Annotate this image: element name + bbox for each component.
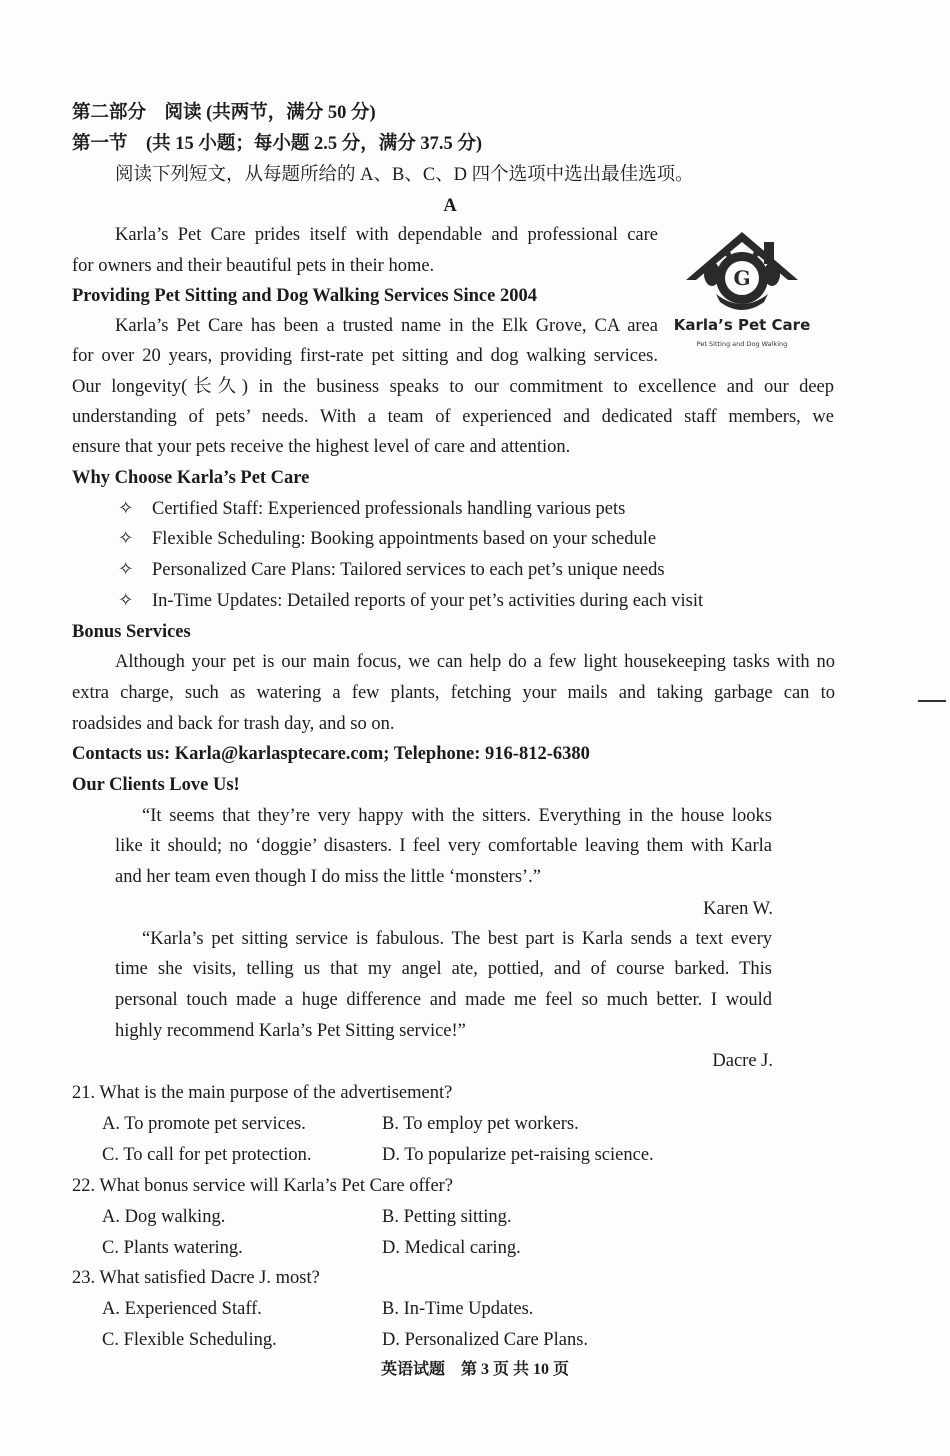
option-b: B. Petting sitting. xyxy=(382,1207,512,1227)
option-d: D. Medical caring. xyxy=(382,1238,521,1258)
bonus-line: Although your pet is our main focus, we can help do a few light housekeeping tasks with no xyxy=(115,652,835,672)
option-a: A. Experienced Staff. xyxy=(102,1299,262,1319)
option-c: C. To call for pet protection. xyxy=(102,1145,312,1165)
svg-text:G: G xyxy=(733,266,751,290)
providing-line: Karla’s Pet Care has been a trusted name in the Elk Grove, CA area xyxy=(115,316,658,336)
providing-line: ensure that your pets receive the highest level of care and attention. xyxy=(72,437,571,457)
testimonial-line: “It seems that they’re very happy with the sitters. Everything in the house looks xyxy=(142,806,772,826)
option-d: D. To popularize pet-raising science. xyxy=(382,1145,654,1165)
testimonial-line: and her team even though I do miss the little ‘monsters’.” xyxy=(115,867,541,887)
testimonial-line: highly recommend Karla’s Pet Sitting service!” xyxy=(115,1021,466,1041)
option-a: A. Dog walking. xyxy=(102,1207,226,1227)
why-list-item xyxy=(118,590,703,612)
option-a: A. To promote pet services. xyxy=(102,1114,306,1134)
house-paw-icon xyxy=(672,228,812,318)
bonus-line: extra charge, such as watering a few plants, fetching your mails and taking garbage can to xyxy=(72,683,835,703)
why-item-text: Personalized Care Plans: Tailored services to each pet’s unique needs xyxy=(152,560,665,580)
option-c: C. Plants watering. xyxy=(102,1238,243,1258)
karlas-pet-care-logo xyxy=(672,228,812,358)
question-stem: 23. What satisfied Dacre J. most? xyxy=(72,1268,320,1288)
why-item-text: Certified Staff: Experienced professionals handling various pets xyxy=(152,499,626,519)
part-heading: 第二部分 阅读 (共两节，满分 50 分) xyxy=(72,103,376,123)
providing-line: for over 20 years, providing first-rate pet sitting and dog walking services. xyxy=(72,346,658,366)
intro-line: for owners and their beautiful pets in their home. xyxy=(72,256,435,276)
question-stem: 21. What is the main purpose of the advertisement? xyxy=(72,1083,453,1103)
testimonial-line: time she visits, telling us that my angel ate, pottied, and of course barked. This xyxy=(115,959,772,979)
testimonial-line: personal touch made a huge difference and made me feel so much better. I would xyxy=(115,990,772,1010)
contacts-line: Contacts us: Karla@karlasptecare.com; Telephone: 916-812-6380 xyxy=(72,744,590,764)
clients-heading: Our Clients Love Us! xyxy=(72,775,240,795)
testimonial-line: “Karla’s pet sitting service is fabulous. The best part is Karla sends a text every xyxy=(142,929,772,949)
section-heading: 第一节 (共 15 小题；每小题 2.5 分，满分 37.5 分) xyxy=(72,134,483,154)
why-item-text: Flexible Scheduling: Booking appointments based on your schedule xyxy=(152,529,657,549)
option-b: B. To employ pet workers. xyxy=(382,1114,579,1134)
why-list-item xyxy=(118,498,625,520)
logo-name: Karla’s Pet Care xyxy=(673,316,811,334)
providing-line: understanding of pets’ needs. With a team of experienced and dedicated staff members, we xyxy=(72,407,834,427)
sparkle-bullet-icon: ✧ xyxy=(118,591,134,611)
intro-line: Karla’s Pet Care prides itself with dependable and professional care xyxy=(115,225,658,245)
logo-tagline: Pet Sitting and Dog Walking xyxy=(696,340,788,348)
testimonial-author: Dacre J. xyxy=(712,1051,773,1071)
why-list-item xyxy=(118,559,665,581)
question-stem: 22. What bonus service will Karla’s Pet Care offer? xyxy=(72,1176,454,1196)
margin-mark xyxy=(918,700,946,702)
sparkle-bullet-icon: ✧ xyxy=(118,529,134,549)
page-footer: 英语试题 第 3 页 共 10 页 xyxy=(380,1361,569,1378)
passage-label: A xyxy=(443,196,457,216)
providing-heading: Providing Pet Sitting and Dog Walking Services Since 2004 xyxy=(72,286,537,306)
why-list-item xyxy=(118,528,656,550)
option-c: C. Flexible Scheduling. xyxy=(102,1330,277,1350)
option-d: D. Personalized Care Plans. xyxy=(382,1330,589,1350)
why-item-text: In-Time Updates: Detailed reports of your pet’s activities during each visit xyxy=(152,591,704,611)
why-heading: Why Choose Karla’s Pet Care xyxy=(72,468,310,488)
instruction: 阅读下列短文，从每题所给的 A、B、C、D 四个选项中选出最佳选项。 xyxy=(115,165,694,185)
testimonial-line: like it should; no ‘doggie’ disasters. I feel very comfortable leaving them with Karla xyxy=(115,836,772,856)
option-b: B. In-Time Updates. xyxy=(382,1299,534,1319)
testimonial-author: Karen W. xyxy=(703,899,773,919)
sparkle-bullet-icon: ✧ xyxy=(118,560,134,580)
providing-line: Our longevity(长久) in the business speaks to our commitment to excellence and our deep xyxy=(72,377,834,397)
sparkle-bullet-icon: ✧ xyxy=(118,499,134,519)
bonus-heading: Bonus Services xyxy=(72,622,191,642)
bonus-line: roadsides and back for trash day, and so on. xyxy=(72,714,395,734)
